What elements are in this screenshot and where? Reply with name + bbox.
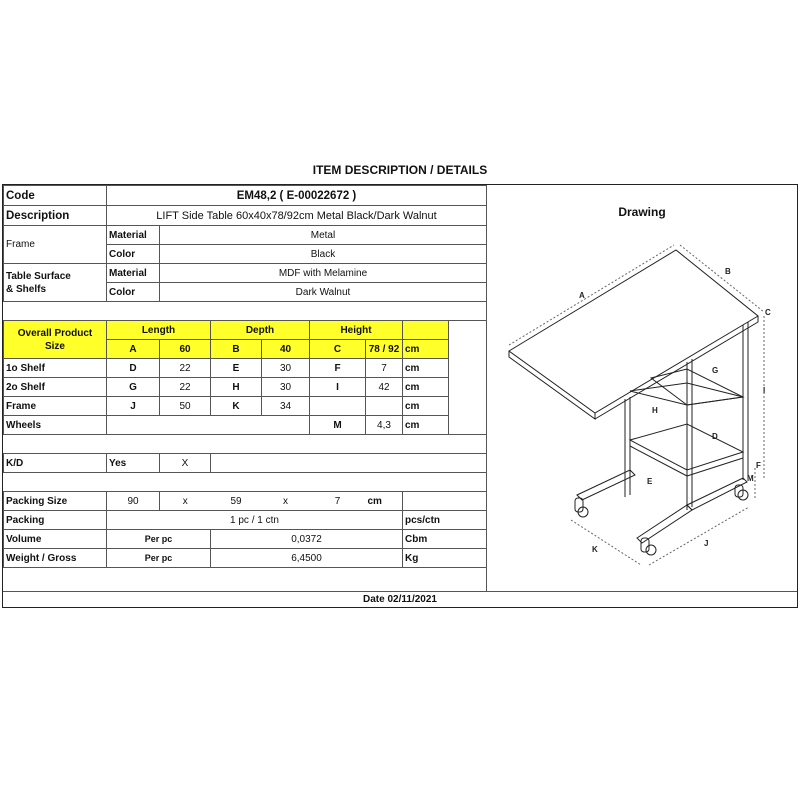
surface-material-label: Material	[107, 264, 160, 283]
dimension-label-e: E	[647, 477, 653, 486]
volume-label: Volume	[4, 530, 107, 549]
packing-size-length: 90	[107, 492, 160, 511]
kd-value: Yes	[107, 454, 160, 473]
packing-size-x1: x	[160, 492, 211, 511]
kd-blank	[211, 454, 487, 473]
tabletop-front-edge	[509, 351, 595, 419]
caster-wheel	[646, 545, 656, 555]
shelf1-unit: cm	[403, 359, 449, 378]
frame-label: Frame	[4, 226, 107, 264]
rear-foot	[637, 505, 692, 543]
overall-depth-value: 40	[262, 340, 310, 359]
shelf1-height-key: F	[310, 359, 366, 378]
overall-height-key: C	[310, 340, 366, 359]
shelf2-height-key: I	[310, 378, 366, 397]
dimension-label-i: I	[763, 386, 766, 395]
volume-value: 0,0372	[211, 530, 403, 549]
packing-unit: pcs/ctn	[403, 511, 487, 530]
document-title: ITEM DESCRIPTION / DETAILS	[312, 163, 488, 177]
frame-height-value	[366, 397, 403, 416]
dimension-label-g: G	[712, 366, 719, 375]
size-filler	[449, 321, 487, 340]
packing-size-label: Packing Size	[4, 492, 107, 511]
shelf2-depth-key: H	[211, 378, 262, 397]
spacer-row	[4, 435, 487, 454]
surface-label-line1: Table Surface	[6, 270, 71, 282]
wheels-unit: cm	[403, 416, 449, 435]
wheels-label: Wheels	[4, 416, 107, 435]
code-label: Code	[4, 186, 107, 206]
shelf1-depth-key: E	[211, 359, 262, 378]
height-heading: Height	[310, 321, 403, 340]
surface-label	[4, 264, 107, 302]
dimension-label-c: C	[765, 308, 771, 317]
wheels-blank	[107, 416, 310, 435]
volume-unit: Cbm	[403, 530, 487, 549]
dimension-line-b	[680, 245, 764, 312]
frame-length-value: 50	[160, 397, 211, 416]
spacer-row	[4, 473, 487, 492]
shelf1-length-key: D	[107, 359, 160, 378]
dimension-label-k: K	[592, 545, 598, 554]
surface-material: MDF with Melamine	[160, 264, 487, 283]
dimension-label-h: H	[652, 406, 658, 415]
drawing-title: Drawing	[618, 205, 666, 219]
lower-shelf-edge	[630, 446, 687, 476]
dimension-label-j: J	[704, 539, 709, 548]
frame-length-key: J	[107, 397, 160, 416]
dimension-label-a: A	[579, 291, 585, 300]
surface-color-label: Color	[107, 283, 160, 302]
dimension-label-f: F	[756, 461, 761, 470]
dimension-label-b: B	[725, 267, 731, 276]
weight-label: Weight / Gross	[4, 549, 107, 568]
length-heading: Length	[107, 321, 211, 340]
packing-size-width: 59	[211, 492, 262, 511]
packing-size-height: 7	[310, 492, 366, 511]
shelf1-depth-value: 30	[262, 359, 310, 378]
weight-per: Per pc	[107, 549, 211, 568]
weight-unit: Kg	[403, 549, 487, 568]
spec-table	[3, 185, 487, 568]
frame-size-unit: cm	[403, 397, 449, 416]
frame-material-label: Material	[107, 226, 160, 245]
wheels-height-value: 4,3	[366, 416, 403, 435]
dimension-label-m: M	[747, 474, 754, 483]
depth-heading: Depth	[211, 321, 310, 340]
drawing-panel	[486, 185, 797, 591]
description-value: LIFT Side Table 60x40x78/92cm Metal Black/Dark Walnut	[107, 206, 487, 226]
packing-size-blank	[403, 492, 487, 511]
packing-size-unit: cm	[366, 492, 403, 511]
size-filler	[449, 397, 487, 416]
weight-value: 6,4500	[211, 549, 403, 568]
wheels-height-key: M	[310, 416, 366, 435]
caster-wheel	[641, 538, 649, 552]
shelf1-label: 1o Shelf	[4, 359, 107, 378]
frame-material: Metal	[160, 226, 487, 245]
size-filler	[449, 378, 487, 397]
surface-label-line2: & Shelfs	[6, 283, 47, 295]
packing-size-x2: x	[262, 492, 310, 511]
tabletop-surface	[509, 250, 758, 413]
surface-color: Dark Walnut	[160, 283, 487, 302]
frame-color: Black	[160, 245, 487, 264]
overall-size-heading-line2: Size	[44, 340, 65, 352]
packing-label: Packing	[4, 511, 107, 530]
frame-size-label: Frame	[4, 397, 107, 416]
size-filler	[449, 416, 487, 435]
dimension-line-k	[571, 520, 641, 565]
frame-color-label: Color	[107, 245, 160, 264]
overall-unit: cm	[403, 340, 449, 359]
volume-per: Per pc	[107, 530, 211, 549]
front-foot	[577, 470, 635, 500]
frame-height-key	[310, 397, 366, 416]
size-filler	[449, 340, 487, 359]
side-table-drawing	[487, 185, 798, 591]
overall-height-value: 78 / 92	[366, 340, 403, 359]
unit-heading-blank	[403, 321, 449, 340]
overall-depth-key: B	[211, 340, 262, 359]
shelf2-height-value: 42	[366, 378, 403, 397]
kd-mark: X	[160, 454, 211, 473]
shelf2-length-value: 22	[160, 378, 211, 397]
overall-size-heading	[4, 321, 107, 359]
frame-depth-value: 34	[262, 397, 310, 416]
shelf1-length-value: 22	[160, 359, 211, 378]
dimension-line-a	[509, 245, 674, 345]
date-footer: Date 02/11/2021	[3, 591, 797, 608]
size-filler	[449, 359, 487, 378]
caster-wheel	[735, 485, 743, 497]
shelf2-label: 2o Shelf	[4, 378, 107, 397]
overall-size-heading-line1: Overall Product	[17, 327, 93, 339]
shelf2-unit: cm	[403, 378, 449, 397]
packing-value: 1 pc / 1 ctn	[107, 511, 403, 530]
shelf1-height-value: 7	[366, 359, 403, 378]
shelf2-length-key: G	[107, 378, 160, 397]
tabletop-side-edge	[595, 316, 758, 419]
overall-length-key: A	[107, 340, 160, 359]
code-value: EM48,2 ( E-00022672 )	[107, 186, 487, 206]
kd-label: K/D	[4, 454, 107, 473]
frame-depth-key: K	[211, 397, 262, 416]
description-label: Description	[4, 206, 107, 226]
shelf2-depth-value: 30	[262, 378, 310, 397]
overall-length-value: 60	[160, 340, 211, 359]
dimension-label-d: D	[712, 432, 718, 441]
dimension-line-j	[649, 507, 749, 565]
spacer-row	[4, 302, 487, 321]
